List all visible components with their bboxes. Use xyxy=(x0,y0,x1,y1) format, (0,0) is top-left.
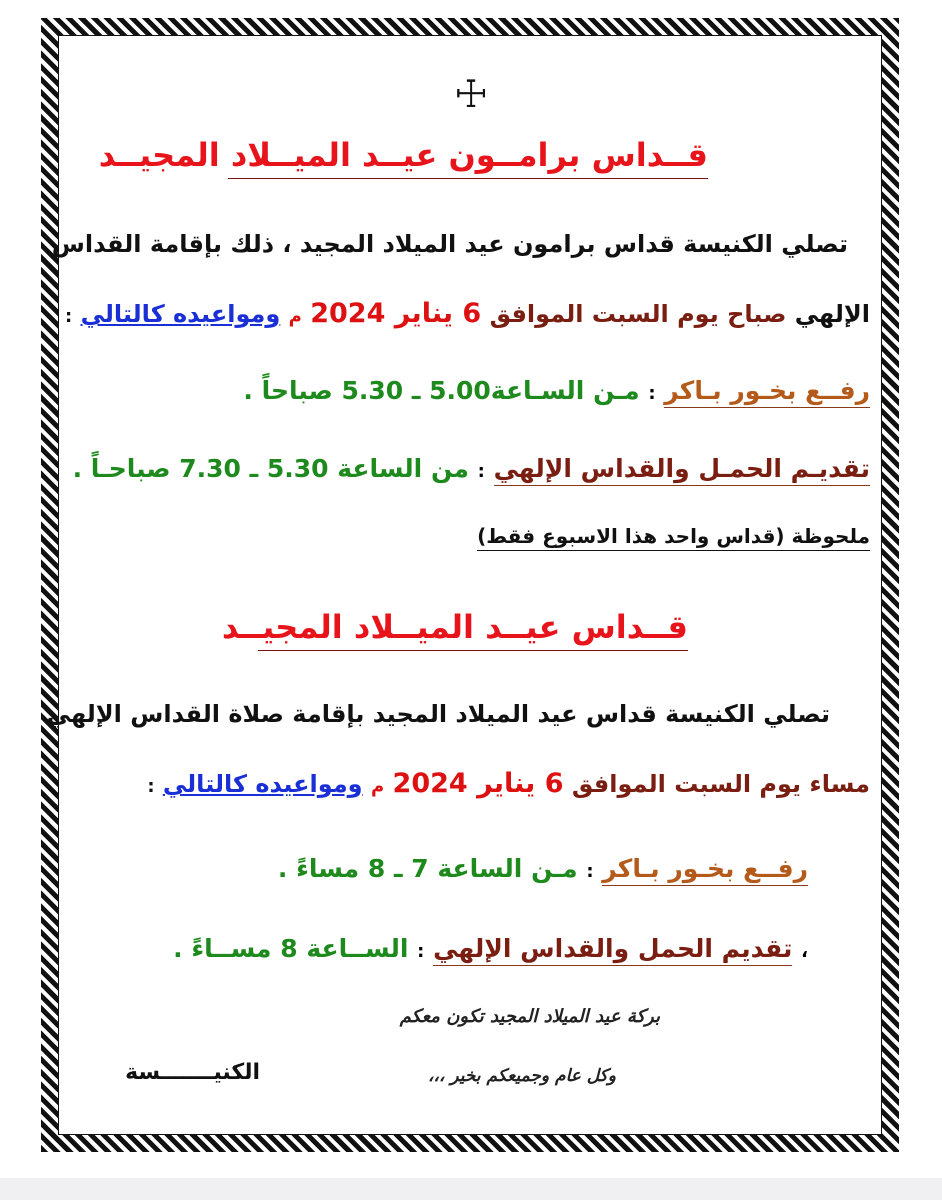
section1-row2-sep: : xyxy=(477,461,485,482)
coptic-cross-icon: ☩ xyxy=(454,72,489,116)
section2-line2-schedule: ومواعيده كالتالي xyxy=(162,770,363,798)
section2-row1-time: مـن الساعة 7 ـ 8 مساءً . xyxy=(277,854,578,883)
section1-line2-colon: : xyxy=(65,306,73,327)
section1-title: قــداس برامــون عيــد الميــلاد المجيــد xyxy=(228,136,708,179)
section1-line2 xyxy=(65,298,870,329)
section1-line1: تصلي الكنيسة قداس برامون عيد الميلاد المجيد ، ذلك بإقامة القداس xyxy=(51,230,848,258)
section2-line2-m: م xyxy=(370,776,385,797)
section2-row2-prefix: ، xyxy=(801,941,808,962)
section1-row1-time: مـن السـاعة5.00 ـ 5.30 صباحاً . xyxy=(243,376,640,405)
section1-row1-label: رفــع بخـور بـاكر xyxy=(664,376,870,408)
section2-row1-label: رفــع بخـور بـاكر xyxy=(602,854,808,886)
section2-row2 xyxy=(173,934,808,963)
section1-note-text: (قداس واحد هذا الاسبوع فقط) xyxy=(477,524,785,548)
section1-line2-morning: صباح يوم السبت xyxy=(591,300,787,328)
footer-signature: الكنيـــــــسة xyxy=(125,1060,260,1085)
section2-line2-colon: : xyxy=(147,776,155,797)
section2-row2-sep: : xyxy=(417,941,425,962)
section2-row2-label: تقديم الحمل والقداس الإلهي xyxy=(433,934,792,966)
section2-line1: تصلي الكنيسة قداس عيد الميلاد المجيد بإقامة صلاة القداس الإلهي xyxy=(46,700,830,728)
section1-row2-time: من الساعة 5.30 ـ 7.30 صباحـاً . xyxy=(72,454,469,483)
section1-line2-corresponding: الموافق xyxy=(489,300,584,328)
section1-line2-divine: الإلهي xyxy=(794,300,870,328)
section1-line2-date: 6 يناير 2024 xyxy=(310,298,482,329)
section1-row2 xyxy=(73,454,870,483)
section1-row1 xyxy=(243,376,870,405)
section1-row2-label: تقديـم الحمـل والقداس الإلهي xyxy=(494,454,870,486)
document-content xyxy=(46,38,878,1132)
footer-blessing: بركة عيد الميلاد المجيد تكون معكم xyxy=(399,1006,660,1027)
section1-note xyxy=(477,524,870,551)
section1-line2-m: م xyxy=(288,306,302,327)
section2-line2 xyxy=(147,768,870,799)
section2-row1 xyxy=(278,854,808,883)
section2-row1-sep: : xyxy=(586,861,594,882)
footer-wishes: وكل عام وجميعكم بخير ،،، xyxy=(428,1066,616,1086)
section2-title: قــداس عيــد الميــلاد المجيــد xyxy=(258,608,688,651)
section2-line2-date: 6 يناير 2024 xyxy=(392,768,564,799)
section1-note-label: ملحوظة xyxy=(791,524,870,548)
section2-row2-time: الســاعة 8 مســاءً . xyxy=(173,934,409,963)
section2-line2-evening: مساء يوم السبت xyxy=(674,770,870,798)
section1-row1-sep: : xyxy=(648,383,656,404)
section2-line2-corresponding: الموافق xyxy=(571,770,666,798)
section1-line2-schedule: ومواعيده كالتالي xyxy=(80,300,281,328)
